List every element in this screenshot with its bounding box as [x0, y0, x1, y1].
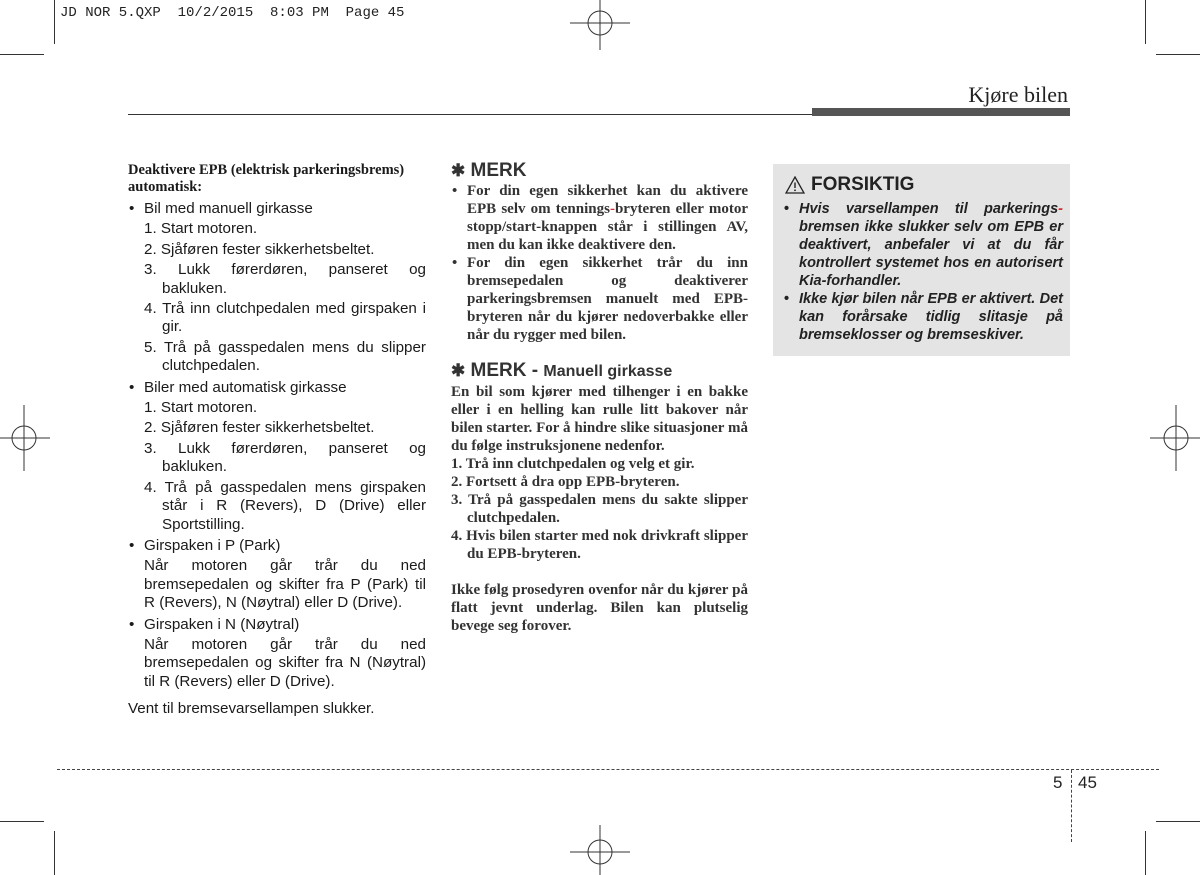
final-note: Vent til bremsevarsellampen slukker. — [128, 700, 375, 718]
note-heading — [451, 360, 748, 383]
trim-mark — [1156, 54, 1200, 55]
list-item: • For din egen sikkerhet kan du aktivere EPB selv om tennings-bryteren eller motor stopp/start-knappen står i stillingen AV, men du kan ikke deaktivere den. — [451, 182, 748, 254]
paragraph: Når motoren går trår du ned bremsepedalen og skifter fra N (Nøytral) til R (Revers) eller D (Drive). — [144, 635, 426, 690]
caution-title: FORSIKTIG — [811, 174, 915, 195]
list-item: • Ikke kjør bilen når EPB er aktivert. Det kan forårsake tidlig slitasje på bremseklosser og bremseskiver. — [783, 290, 1063, 344]
step-item: 3. Lukk førerdøren, panseret og bakluken. — [144, 439, 426, 476]
step-item: 5. Trå på gasspedalen mens du slipper clutchpedalen. — [144, 338, 426, 375]
step-item: 3. Lukk førerdøren, panseret og bakluken. — [144, 261, 426, 297]
trim-mark — [1156, 821, 1200, 822]
asterisk-icon: ✱ — [451, 361, 466, 380]
step-item: 2. Sjåføren fester sikkerhetsbeltet. — [144, 419, 375, 437]
section-title: Kjøre bilen — [968, 82, 1068, 107]
registration-mark-icon — [0, 405, 50, 471]
list-item: • For din egen sikkerhet trår du inn bremsepedalen og deaktiverer parkeringsbremsen manuelt med EPB-bryteren når du kjører nedoverbakke eller når du rygger med bilen. — [451, 254, 748, 344]
trim-mark — [54, 0, 55, 44]
caution-box — [773, 164, 1070, 356]
note-heading — [451, 160, 748, 182]
note-title: MERK - — [470, 360, 539, 381]
asterisk-icon: ✱ — [451, 161, 466, 180]
middle-column — [451, 160, 748, 635]
page-number: 45 — [1078, 773, 1097, 792]
step-item: 1. Start motoren. — [144, 399, 258, 417]
step-item: 2. Fortsett å dra opp EPB-bryteren. — [451, 474, 680, 490]
step-item: 4. Hvis bilen starter med nok drivkraft slipper du EPB-bryteren. — [451, 528, 748, 562]
caution-body — [783, 200, 1063, 344]
print-slug: JD NOR 5.QXP 10/2/2015 8:03 PM Page 45 — [60, 5, 405, 21]
trim-mark — [54, 831, 55, 875]
footer-divider — [1071, 770, 1072, 842]
paragraph: Ikke følg prosedyren ovenfor når du kjører på flatt jevnt underlag. Bilen kan plutselig bevege seg forover. — [451, 582, 748, 634]
registration-mark-icon — [570, 0, 630, 50]
registration-mark-icon — [1150, 405, 1200, 471]
warning-icon — [785, 176, 805, 194]
note-title: MERK — [470, 160, 527, 181]
paragraph: Når motoren går trår du ned bremsepedalen og skifter fra P (Park) til R (Revers), N (Nøytral) eller D (Drive). — [144, 557, 426, 612]
step-item: 4. Trå inn clutchpedalen med girspaken i gir. — [144, 300, 426, 336]
paragraph: En bil som kjører med tilhenger i en bakke eller i en helling kan rulle litt bakover når bilen starter. For å hindre slike situasjoner må du følge instruksjonene nedenfor. — [451, 384, 748, 454]
footer-rule — [57, 769, 1159, 770]
list-item: • Hvis varsellampen til parkerings-bremsen ikke slukker selv om EPB er deaktivert, anbefaler vi at du får kontrollert systemet hos en autorisert Kia-forhandler. — [783, 200, 1063, 290]
header-rule — [128, 114, 812, 115]
epb-heading: Deaktivere EPB (elektrisk parkeringsbrems) automatisk: — [128, 162, 405, 195]
step-item: 2. Sjåføren fester sikkerhetsbeltet. — [144, 240, 375, 258]
caution-heading — [785, 174, 914, 196]
trim-mark — [1145, 0, 1146, 44]
header-rule-accent — [812, 108, 1070, 116]
note-subtitle: Manuell girkasse — [543, 363, 673, 380]
chapter-number: 5 — [1053, 773, 1063, 792]
step-item: 4. Trå på gasspedalen mens girspaken står i R (Revers), D (Drive) eller Sportstilling. — [144, 478, 426, 533]
step-item: 1. Start motoren. — [144, 220, 258, 238]
step-item: 3. Trå på gasspedalen mens du sakte slipper clutchpedalen. — [451, 492, 748, 526]
trim-mark — [0, 821, 44, 822]
list-item: • Girspaken i P (Park) — [128, 537, 426, 555]
list-item: • Girspaken i N (Nøytral) — [128, 616, 426, 634]
list-item: • Biler med automatisk girkasse — [128, 379, 426, 397]
trim-mark — [1145, 831, 1146, 875]
list-item: • Bil med manuell girkasse — [128, 200, 426, 218]
left-column — [128, 162, 426, 719]
trim-mark — [0, 54, 44, 55]
registration-mark-icon — [570, 825, 630, 875]
step-item: 1. Trå inn clutchpedalen og velg et gir. — [451, 456, 695, 472]
